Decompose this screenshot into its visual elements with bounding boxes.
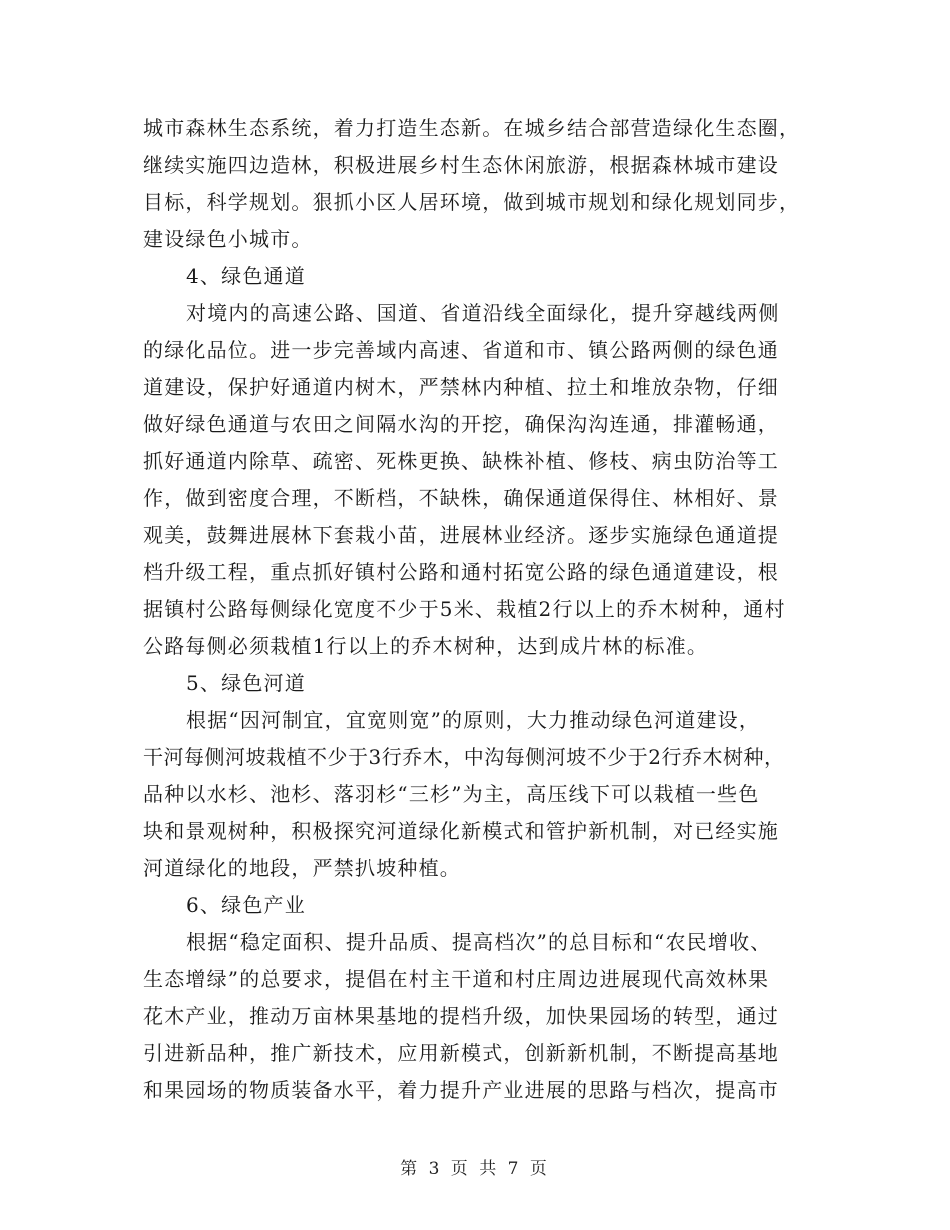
page-number-footer: 第 3 页 共 7 页 [400,1159,550,1179]
body-line: 和果园场的物质装备水平，着力提升产业进展的思路与档次，提高市 [143,1078,779,1102]
body-line: 观美，鼓舞进展林下套栽小苗，进展林业经济。逐步实施绿色通道提 [143,523,779,547]
body-line: 的绿化品位。进一步完善域内高速、省道和市、镇公路两侧的绿色通 [143,338,779,362]
body-line: 根据“稳定面积、提升品质、提高档次”的总目标和“农民增收、 [186,930,772,954]
body-line: 道建设，保护好通道内树木，严禁林内种植、拉土和堆放杂物，仔细 [143,375,779,399]
body-line: 作，做到密度合理，不断档，不缺株，确保通道保得住、林相好、景 [143,486,779,510]
body-line: 抓好通道内除草、疏密、死株更换、缺株补植、修枝、病虫防治等工 [143,449,779,473]
body-line: 档升级工程，重点抓好镇村公路和通村拓宽公路的绿色通道建设，根 [143,560,779,584]
body-line: 目标，科学规划。狠抓小区人居环境，做到城市规划和绿化规划同步， [143,190,801,214]
body-line: 引进新品种，推广新技术，应用新模式，创新新机制，不断提高基地 [143,1041,779,1065]
body-line: 生态增绿”的总要求，提倡在村主干道和村庄周边进展现代高效林果 [143,967,770,991]
body-line: 河道绿化的地段，严禁扒坡种植。 [143,856,461,880]
body-line: 干河每侧河坡栽植不少于3行乔木，中沟每侧河坡不少于2行乔木树种， [143,745,785,769]
section-heading: 6、绿色产业 [186,893,306,917]
body-line: 块和景观树种，积极探究河道绿化新模式和管护新机制，对已经实施 [143,819,779,843]
body-line: 根据“因河制宜，宜宽则宽”的原则，大力推动绿色河道建设， [186,708,761,732]
body-line: 品种以水杉、池杉、落羽杉“三杉”为主，高压线下可以栽植一些色 [143,782,760,806]
body-line: 城市森林生态系统，着力打造生态新。在城乡结合部营造绿化生态圈， [143,116,801,140]
body-line: 公路每侧必须栽植1行以上的乔木树种，达到成片林的标准。 [143,634,709,658]
body-line: 做好绿色通道与农田之间隔水沟的开挖，确保沟沟连通，排灌畅通， [143,412,779,436]
body-line: 建设绿色小城市。 [143,227,313,251]
body-line: 对境内的高速公路、国道、省道沿线全面绿化，提升穿越线两侧 [186,301,780,325]
body-line: 据镇村公路每侧绿化宽度不少于5米、栽植2行以上的乔木树种，通村 [143,597,786,621]
body-line: 继续实施四边造林，积极进展乡村生态休闲旅游，根据森林城市建设 [143,153,779,177]
section-heading: 5、绿色河道 [186,671,306,695]
body-line: 花木产业，推动万亩林果基地的提档升级，加快果园场的转型，通过 [143,1004,779,1028]
section-heading: 4、绿色通道 [186,264,306,288]
